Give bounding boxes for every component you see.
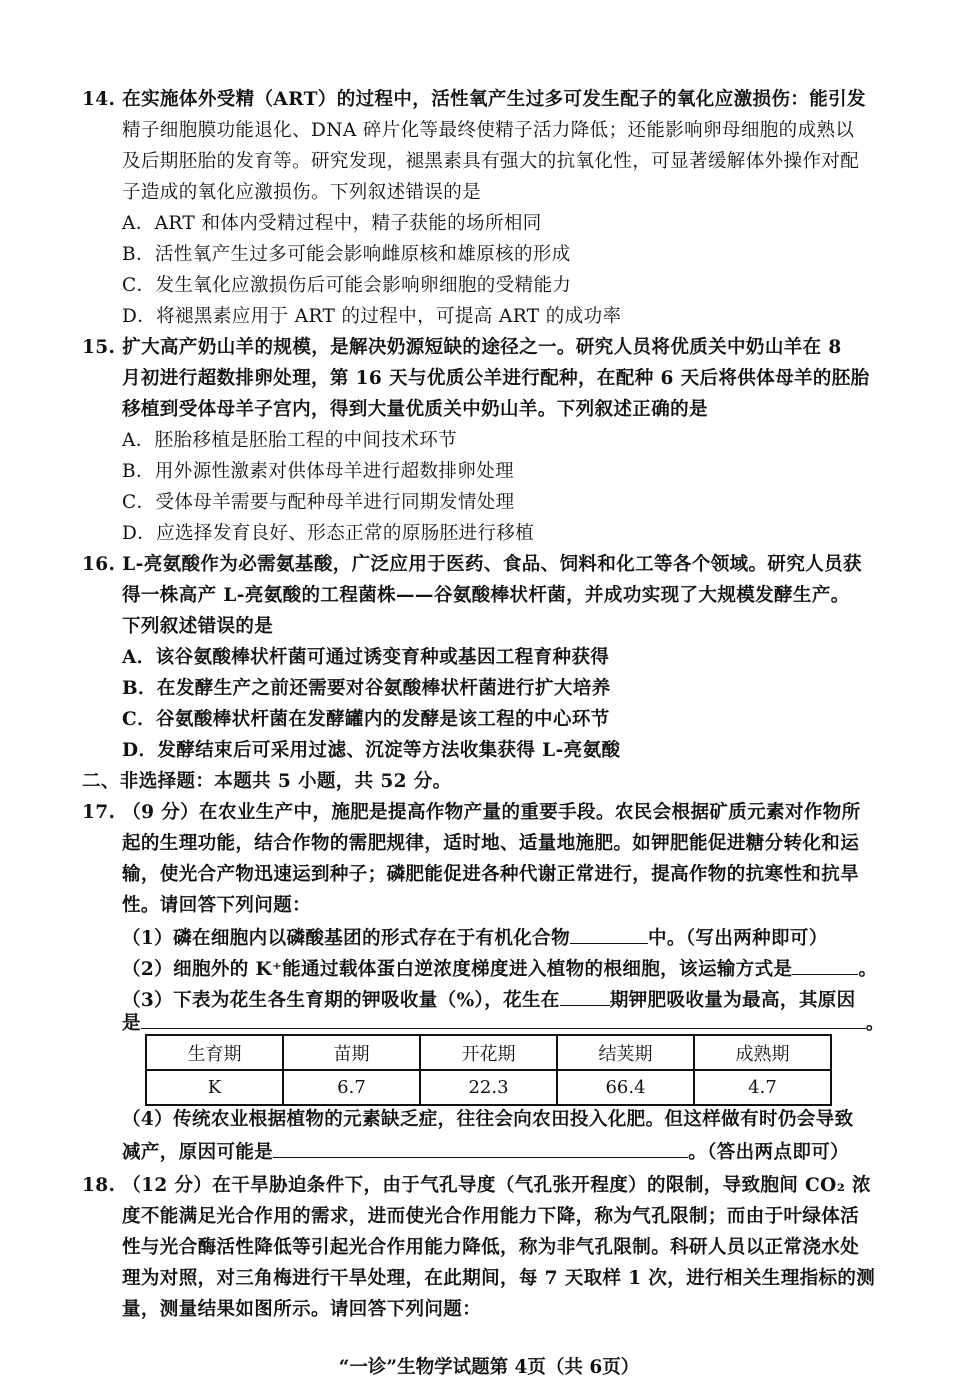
table-cell: 4.7: [694, 1070, 831, 1105]
table-header-cell: 生育期: [146, 1035, 283, 1070]
q18-stem-line-5: 量，测量结果如图所示。请回答下列问题：: [122, 1299, 482, 1320]
q17-sub-2: （2）细胞外的 K⁺能通过载体蛋白逆浓度梯度进入植物的根细胞，该运输方式是 。: [122, 954, 877, 984]
q17-sub-3-cont: 是 。: [122, 1008, 885, 1038]
q15-stem-line-3: 移植到受体母羊子宫内，得到大量优质关中奶山羊。下列叙述正确的是: [122, 399, 708, 420]
table-row: [146, 1070, 831, 1105]
q18-stem-line-4: 理为对照，对三角梅进行干旱处理，在此期间，每 7 天取样 1 次，进行相关生理指标的测: [122, 1268, 876, 1289]
q16-option-d: D．发酵结束后可采用过滤、沉淀等方法收集获得 L-亮氨酸: [122, 740, 621, 761]
potassium-uptake-table: [145, 1034, 832, 1106]
q14-option-a: A．ART 和体内受精过程中，精子获能的场所相同: [122, 213, 542, 234]
table-header-cell: 结荚期: [557, 1035, 694, 1070]
q17-stem-line-2: 起的生理功能，结合作物的需肥规律，适时地、适量地施肥。如钾肥能促进糖分转化和运: [122, 833, 860, 854]
answer-blank[interactable]: [273, 1137, 688, 1158]
page-footer: “一诊”生物学试题第 4页（共 6页）: [338, 1357, 640, 1378]
q14-option-c: C．发生氧化应激损伤后可能会影响卵细胞的受精能力: [122, 275, 572, 296]
q16-stem-line-2: 得一株高产 L-亮氨酸的工程菌株——谷氨酸棒状杆菌，并成功实现了大规模发酵生产。: [122, 585, 850, 606]
q14-stem-line-2: 精子细胞膜功能退化、DNA 碎片化等最终使精子活力降低；还能影响卵母细胞的成熟以: [122, 120, 855, 141]
q14-stem-line-3: 及后期胚胎的发育等。研究发现，褪黑素具有强大的抗氧化性，可显著缓解体外操作对配: [122, 151, 860, 172]
table-header-row: [146, 1035, 831, 1070]
q17-stem-line-1: 17. （9 分）在农业生产中，施肥是提高作物产量的重要手段。农民会根据矿质元素对作物所: [82, 802, 861, 823]
q16-stem-line-3: 下列叙述错误的是: [122, 616, 274, 637]
q15-stem-line-1: 15. 扩大高产奶山羊的规模，是解决奶源短缺的途径之一。研究人员将优质关中奶山羊在 8: [82, 337, 842, 358]
answer-blank[interactable]: [792, 954, 858, 975]
q14-option-d: D．将褪黑素应用于 ART 的过程中，可提高 ART 的成功率: [122, 306, 622, 327]
q16-option-a: A．该谷氨酸棒状杆菌可通过诱变育种或基因工程育种获得: [122, 647, 610, 668]
q16-option-c: C．谷氨酸棒状杆菌在发酵罐内的发酵是该工程的中心环节: [122, 709, 610, 730]
table-cell: 6.7: [283, 1070, 420, 1105]
q16-stem-line-1: 16. L-亮氨酸作为必需氨基酸，广泛应用于医药、食品、饲料和化工等各个领域。研究人员获: [82, 554, 862, 575]
q15-stem-line-2: 月初进行超数排卵处理，第 16 天与优质公羊进行配种，在配种 6 天后将供体母羊的胚胎: [122, 368, 870, 389]
q14-stem-line-1: 14. 在实施体外受精（ART）的过程中，活性氧产生过多可发生配子的氧化应激损伤：能引发: [82, 89, 866, 110]
q17-stem-line-3: 输，使光合产物迅速运到种子；磷肥能促进各种代谢正常进行，提高作物的抗寒性和抗旱: [122, 864, 860, 885]
q15-option-c: C．受体母羊需要与配种母羊进行同期发情处理: [122, 492, 515, 513]
q17-sub-4-cont: 减产，原因可能是 。（答出两点即可）: [122, 1137, 849, 1167]
q18-stem-line-2: 度不能满足光合作用的需求，进而使光合作用能力下降，称为气孔限制；而由于叶绿体活: [122, 1206, 860, 1227]
section-heading: 二、非选择题：本题共 5 小题，共 52 分。: [82, 771, 452, 792]
answer-blank[interactable]: [560, 985, 610, 1006]
answer-blank[interactable]: [570, 923, 648, 944]
table-header-cell: 开花期: [420, 1035, 557, 1070]
q15-option-b: B．用外源性激素对供体母羊进行超数排卵处理: [122, 461, 514, 482]
table-header-cell: 成熟期: [694, 1035, 831, 1070]
q18-stem-line-1: 18. （12 分）在干旱胁迫条件下，由于气孔导度（气孔张开程度）的限制，导致胞间 CO₂ 浓: [82, 1175, 871, 1196]
q14-option-b: B．活性氧产生过多可能会影响雌原核和雄原核的形成: [122, 244, 571, 265]
table-cell: 66.4: [557, 1070, 694, 1105]
q16-option-b: B．在发酵生产之前还需要对谷氨酸棒状杆菌进行扩大培养: [122, 678, 611, 699]
q17-stem-line-4: 性。请回答下列问题：: [122, 895, 312, 916]
q15-option-d: D．应选择发育良好、形态正常的原肠胚进行移植: [122, 523, 535, 544]
q14-stem-line-4: 子造成的氧化应激损伤。下列叙述错误的是: [122, 182, 482, 203]
table-cell: K: [146, 1070, 283, 1105]
q17-sub-3: （3）下表为花生各生育期的钾吸收量（%），花生在 期钾肥吸收量为最高，其原因: [122, 985, 856, 1015]
q15-option-a: A．胚胎移植是胚胎工程的中间技术环节: [122, 430, 458, 451]
table-header-cell: 苗期: [283, 1035, 420, 1070]
answer-blank[interactable]: [141, 1008, 866, 1029]
table-cell: 22.3: [420, 1070, 557, 1105]
q17-sub-1: （1）磷在细胞内以磷酸基团的形式存在于有机化合物 中。（写出两种即可）: [122, 923, 828, 953]
q17-sub-4: （4）传统农业根据植物的元素缺乏症，往往会向农田投入化肥。但这样做有时仍会导致: [122, 1109, 854, 1130]
q18-stem-line-3: 性与光合酶活性降低等引起光合作用能力降低，称为非气孔限制。科研人员以正常浇水处: [122, 1237, 860, 1258]
